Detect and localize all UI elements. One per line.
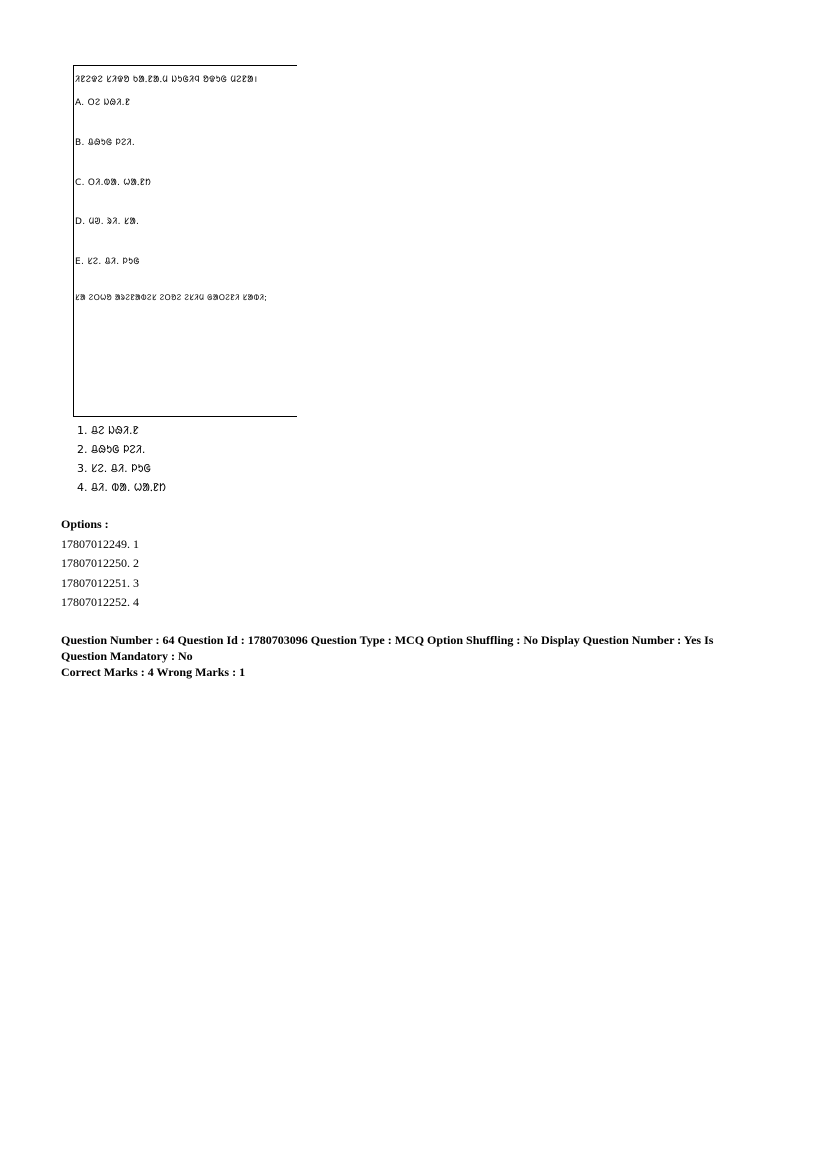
option-text: ᱢᱣ. ᱨᱤ. ᱥᱟ.: [88, 217, 140, 227]
option-text: ᱥᱮ. ᱪᱤ. ᱞᱩᱜ: [87, 257, 140, 267]
question-box: [73, 65, 297, 417]
metadata-line: Question Mandatory : No: [61, 649, 193, 663]
option-label: D.: [75, 217, 86, 227]
answer-item: 3. ᱥᱮ. ᱪᱤ. ᱞᱩᱜ: [77, 462, 151, 475]
question-option-c: [75, 175, 151, 188]
options-heading: Options :: [61, 517, 109, 531]
option-id-item: 17807012251. 3: [61, 575, 139, 590]
answer-item: 2. ᱪᱷᱩᱜ ᱞᱮᱤ.: [77, 443, 146, 456]
option-id-item: 17807012252. 4: [61, 594, 139, 609]
question-option-b: [75, 135, 135, 148]
option-id-item: 17807012249. 1: [61, 537, 139, 551]
option-id-list: [61, 535, 139, 612]
option-label: B.: [75, 138, 85, 148]
option-label: E.: [75, 257, 85, 267]
option-id-item: 17807012250. 2: [61, 556, 139, 571]
option-label: C.: [75, 178, 85, 188]
question-instruction: ᱥᱟ ᱮᱛᱦᱚ ᱟᱨᱮᱱᱟᱵᱮᱥ ᱮᱛᱚᱮ ᱮᱥᱤᱢ ᱜᱟᱛᱮᱱᱤ ᱥᱟᱵᱤ;: [75, 293, 268, 302]
option-text: ᱛᱮ ᱡᱷᱤ.ᱱ: [87, 98, 131, 108]
marks-line: Correct Marks : 4 Wrong Marks : 1: [61, 665, 246, 679]
answer-item: 4. ᱪᱤ. ᱵᱟ. ᱦᱟᱹᱱᱴ: [77, 481, 166, 494]
answer-list: [77, 421, 166, 497]
option-label: A.: [75, 98, 85, 108]
metadata-line: Question Number : 64 Question Id : 1780703096 Question Type : MCQ Option Shuffling : No Display Question Number : Yes Is: [61, 633, 714, 647]
option-text: ᱛᱤ.ᱵᱟ. ᱦᱟᱹᱱᱴ: [87, 178, 152, 188]
answer-item: 1. ᱪᱮ ᱡᱷᱤ.ᱱ: [77, 424, 139, 437]
question-prompt: ᱤᱱᱮᱫᱮ ᱥᱤᱫᱚ ᱠᱟᱹᱱᱟᱹᱢ ᱡᱩᱜᱤᱧ ᱚᱫᱩᱜ ᱢᱮᱱᱟ।: [75, 75, 258, 85]
question-option-e: [75, 254, 140, 267]
question-option-d: [75, 214, 139, 227]
option-text: ᱪᱷᱩᱜ ᱞᱮᱤ.: [87, 138, 136, 148]
question-option-a: [75, 95, 130, 108]
question-metadata: [61, 632, 761, 680]
